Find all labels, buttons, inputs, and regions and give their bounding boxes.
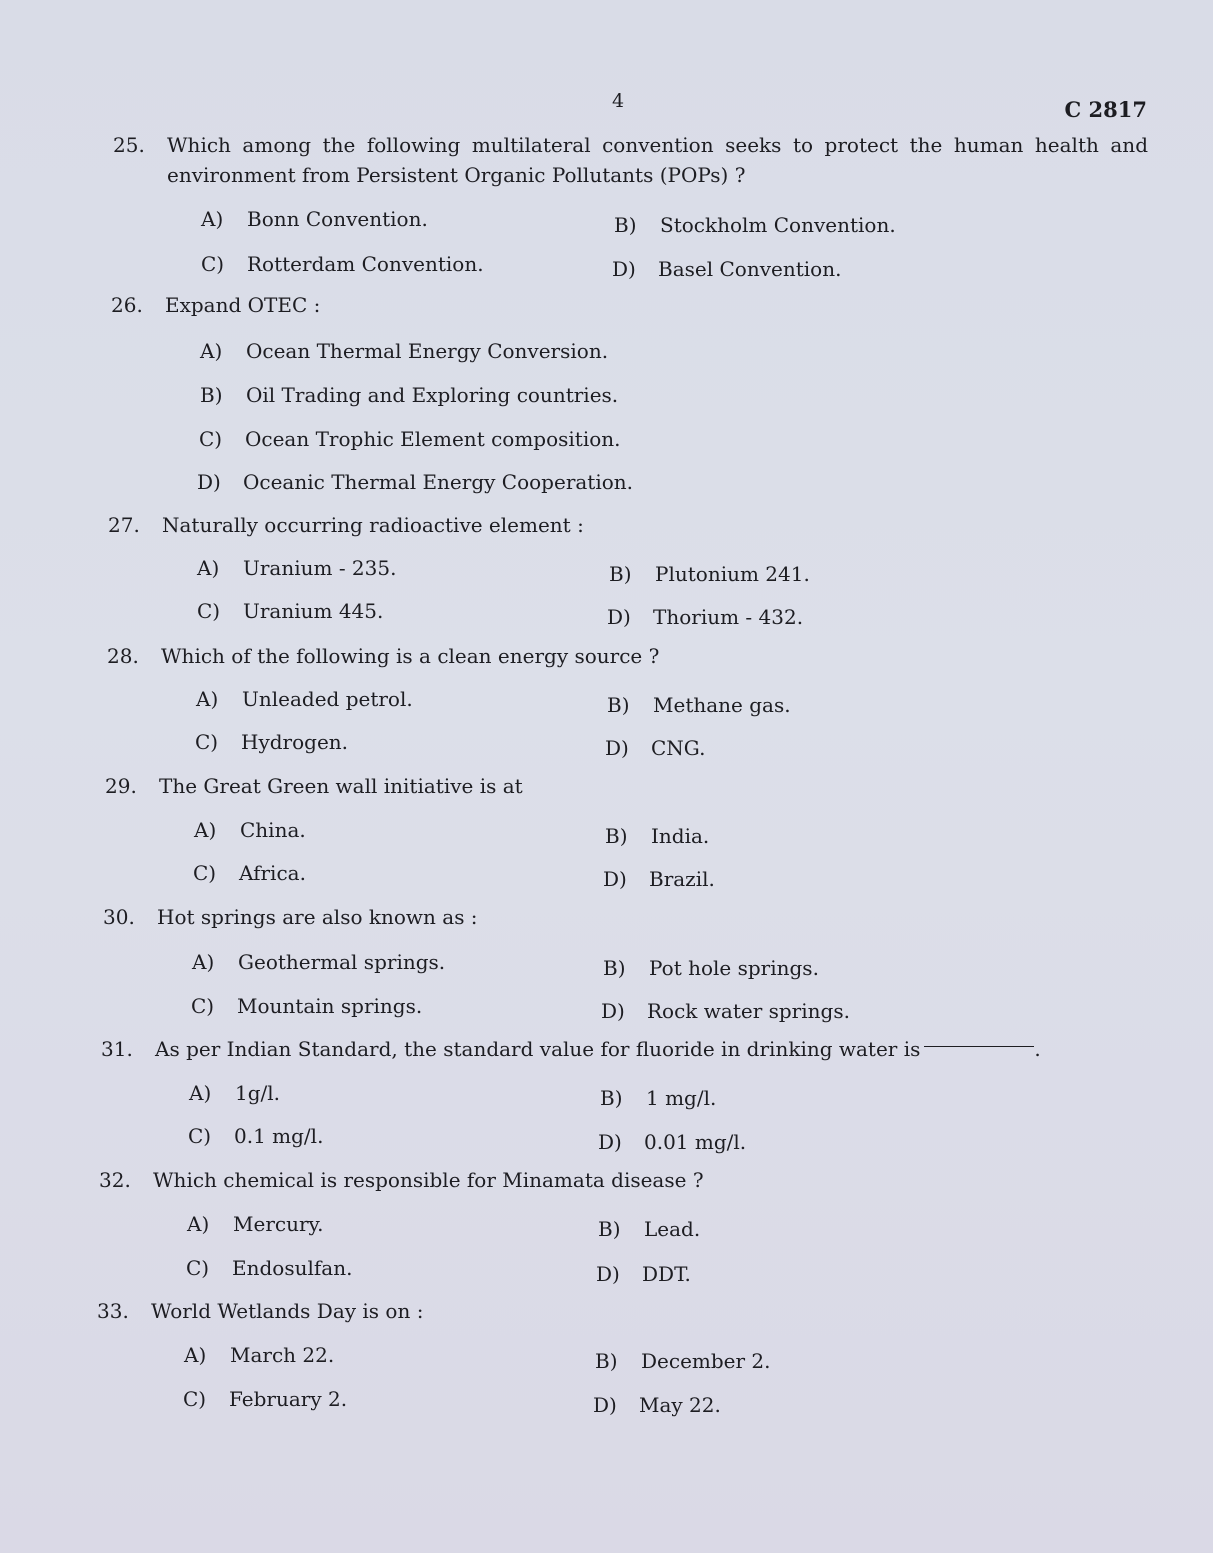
option-30-d — [601, 996, 850, 1026]
option-letter: C) — [183, 1387, 207, 1411]
option-text: Uranium - 235. — [243, 556, 397, 580]
option-letter: A) — [197, 556, 220, 580]
option-text: Uranium 445. — [243, 599, 384, 623]
option-letter: D) — [596, 1262, 620, 1286]
option-25-d — [612, 254, 841, 284]
option-text: 1 mg/l. — [646, 1086, 717, 1110]
question-text: Naturally occurring radioactive element : — [162, 513, 584, 537]
question-text: As per Indian Standard, the standard value for fluoride in drinking water is — [155, 1037, 921, 1061]
option-letter: B) — [609, 562, 632, 586]
question-number: 25. — [113, 133, 145, 157]
option-text: CNG. — [651, 736, 706, 760]
option-32-d — [596, 1259, 691, 1289]
option-letter: B) — [603, 956, 626, 980]
question-number: 27. — [108, 513, 140, 537]
option-letter: A) — [184, 1343, 207, 1367]
question-text-wrapper — [155, 1034, 1041, 1064]
option-letter: C) — [195, 730, 219, 754]
option-text: Unleaded petrol. — [242, 687, 413, 711]
question-text: World Wetlands Day is on : — [151, 1299, 424, 1323]
option-text: Endosulfan. — [232, 1256, 353, 1280]
option-letter: A) — [189, 1081, 212, 1105]
option-letter: C) — [201, 252, 225, 276]
option-29-d — [603, 864, 715, 894]
option-letter: B) — [614, 213, 637, 237]
option-30-b — [603, 953, 819, 983]
option-text: May 22. — [639, 1393, 721, 1417]
option-29-a — [194, 815, 306, 845]
option-28-c — [195, 727, 348, 757]
option-25-b — [614, 210, 896, 240]
option-text: Rotterdam Convention. — [247, 252, 484, 276]
option-29-c — [193, 858, 306, 888]
page-number: 4 — [612, 90, 625, 112]
option-25-a — [201, 204, 428, 234]
option-28-a — [196, 684, 413, 714]
option-text: 0.1 mg/l. — [234, 1124, 324, 1148]
option-26-a — [200, 336, 608, 366]
option-28-d — [605, 733, 705, 763]
option-letter: C) — [199, 427, 223, 451]
question-number: 29. — [105, 774, 137, 798]
option-33-d — [593, 1390, 721, 1420]
answer-blank — [924, 1046, 1034, 1047]
question-text: Which chemical is responsible for Minamata disease ? — [153, 1168, 704, 1192]
option-31-d — [598, 1127, 746, 1157]
option-text: Oceanic Thermal Energy Cooperation. — [243, 470, 634, 494]
option-letter: B) — [600, 1086, 623, 1110]
option-text: Ocean Trophic Element composition. — [245, 427, 621, 451]
option-letter: A) — [196, 687, 219, 711]
option-27-b — [609, 559, 810, 589]
question-number: 26. — [111, 293, 143, 317]
option-letter: D) — [593, 1393, 617, 1417]
option-text: March 22. — [230, 1343, 335, 1367]
option-33-b — [595, 1346, 771, 1376]
option-letter: D) — [605, 736, 629, 760]
option-letter: B) — [200, 383, 223, 407]
option-letter: A) — [200, 339, 223, 363]
option-31-b — [600, 1083, 716, 1113]
option-letter: A) — [201, 207, 224, 231]
option-letter: C) — [186, 1256, 210, 1280]
option-letter: C) — [197, 599, 221, 623]
option-text: Thorium - 432. — [653, 605, 804, 629]
option-text: Bonn Convention. — [247, 207, 428, 231]
option-text: 0.01 mg/l. — [644, 1130, 747, 1154]
option-33-a — [184, 1340, 334, 1370]
option-letter: D) — [612, 257, 636, 281]
option-32-b — [598, 1214, 700, 1244]
option-text: Pot hole springs. — [649, 956, 819, 980]
option-text: India. — [651, 824, 710, 848]
question-25 — [113, 130, 1148, 190]
option-text: Mountain springs. — [237, 994, 423, 1018]
option-text: Rock water springs. — [647, 999, 850, 1023]
option-25-c — [201, 249, 484, 279]
option-text: December 2. — [641, 1349, 771, 1373]
question-text-end: . — [1034, 1037, 1041, 1061]
option-letter: A) — [194, 818, 217, 842]
option-26-b — [200, 380, 618, 410]
option-text: Geothermal springs. — [238, 950, 446, 974]
option-27-d — [607, 602, 803, 632]
option-text: Africa. — [239, 861, 306, 885]
option-letter: C) — [191, 994, 215, 1018]
option-letter: D) — [607, 605, 631, 629]
question-number: 31. — [101, 1037, 133, 1061]
option-letter: C) — [188, 1124, 212, 1148]
question-number: 30. — [103, 905, 135, 929]
option-text: 1g/l. — [235, 1081, 281, 1105]
question-number: 33. — [97, 1299, 129, 1323]
option-30-c — [191, 991, 422, 1021]
option-text: DDT. — [642, 1262, 691, 1286]
question-text: Hot springs are also known as : — [157, 905, 478, 929]
option-27-c — [197, 596, 383, 626]
option-text: Hydrogen. — [241, 730, 349, 754]
question-text: The Great Green wall initiative is at — [159, 774, 523, 798]
question-number: 32. — [99, 1168, 131, 1192]
option-26-c — [199, 424, 621, 454]
option-letter: B) — [598, 1217, 621, 1241]
option-letter: D) — [197, 470, 221, 494]
option-31-c — [188, 1121, 323, 1151]
option-31-a — [189, 1078, 280, 1108]
option-text: Oil Trading and Exploring countries. — [246, 383, 619, 407]
option-30-a — [192, 947, 445, 977]
option-28-b — [607, 690, 791, 720]
option-letter: C) — [193, 861, 217, 885]
option-29-b — [605, 821, 709, 851]
option-text: February 2. — [229, 1387, 348, 1411]
option-letter: B) — [607, 693, 630, 717]
option-letter: B) — [595, 1349, 618, 1373]
option-letter: D) — [601, 999, 625, 1023]
option-letter: B) — [605, 824, 628, 848]
option-letter: A) — [187, 1212, 210, 1236]
option-text: Methane gas. — [653, 693, 791, 717]
document-code: C 2817 — [1064, 97, 1147, 122]
option-text: China. — [240, 818, 306, 842]
question-text: Expand OTEC : — [165, 293, 321, 317]
option-27-a — [197, 553, 396, 583]
option-32-c — [186, 1253, 352, 1283]
option-text: Stockholm Convention. — [660, 213, 896, 237]
option-32-a — [187, 1209, 324, 1239]
option-letter: A) — [192, 950, 215, 974]
option-text: Mercury. — [233, 1212, 324, 1236]
option-text: Lead. — [644, 1217, 701, 1241]
question-text: Which of the following is a clean energy source ? — [161, 644, 660, 668]
question-number: 28. — [107, 644, 139, 668]
option-text: Plutonium 241. — [655, 562, 810, 586]
question-text: Which among the following multilateral convention seeks to protect the human health and environment from Persistent Organic Pollutants (POPs) ? — [167, 133, 1148, 187]
option-text: Brazil. — [649, 867, 715, 891]
option-26-d — [197, 467, 633, 497]
option-letter: D) — [603, 867, 627, 891]
option-text: Ocean Thermal Energy Conversion. — [246, 339, 609, 363]
option-letter: D) — [598, 1130, 622, 1154]
option-33-c — [183, 1384, 347, 1414]
option-text: Basel Convention. — [658, 257, 842, 281]
